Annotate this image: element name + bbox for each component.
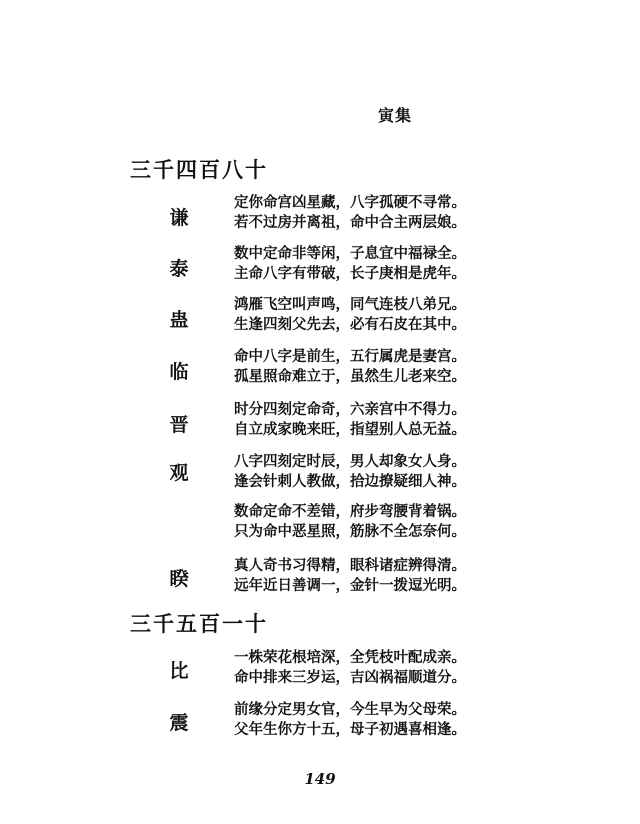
hexagram-label: 临 — [169, 361, 189, 383]
verse-line: 数命定命不差错，府步弯腰背着锅。 — [234, 503, 466, 520]
verse-line: 若不过房并离祖，命中合主两层娘。 — [234, 214, 466, 231]
page-number: 149 — [304, 770, 336, 788]
entry — [0, 193, 640, 237]
verse-line: 父年生你方十五，母子初遇喜相逢。 — [234, 721, 466, 738]
verse-line: 鸿雁飞空叫声鸣，同气连枝八弟兄。 — [234, 296, 466, 313]
entry — [0, 347, 640, 391]
verse-line: 真人奇书习得精，眼科诸症辨得清。 — [234, 557, 466, 574]
verse-line: 一株荣花根培深，全凭枝叶配成亲。 — [234, 649, 466, 666]
entry — [0, 556, 640, 600]
entry — [0, 452, 640, 496]
verse-line: 自立成家晚来旺，指望别人总无益。 — [234, 421, 466, 438]
verse-line: 生逢四刻父先去，必有石皮在其中。 — [234, 316, 466, 333]
verse-line: 八字四刻定时辰，男人却象女人身。 — [234, 453, 466, 470]
entry — [0, 700, 640, 744]
verse-line: 前缘分定男女官，今生早为父母荣。 — [234, 701, 466, 718]
verse-line: 定你命宫凶星藏，八字孤硬不寻常。 — [234, 194, 466, 211]
entry — [0, 400, 640, 444]
hexagram-label: 晋 — [169, 414, 189, 436]
hexagram-label: 蛊 — [169, 309, 189, 331]
verse-line: 数中定命非等闲，子息宜中福禄全。 — [234, 245, 466, 262]
entry — [0, 648, 640, 692]
hexagram-label: 比 — [169, 660, 189, 682]
verse-line: 命中八字是前生，五行属虎是妻宫。 — [234, 348, 466, 365]
section-title: 三千五百一十 — [130, 611, 268, 636]
verse-line: 孤星照命难立于，虽然生儿老来空。 — [234, 368, 466, 385]
entry — [0, 295, 640, 339]
hexagram-label: 睽 — [169, 568, 189, 590]
verse-line: 主命八字有带破，长子庚相是虎年。 — [234, 265, 466, 282]
entry — [0, 244, 640, 288]
verse-line: 远年近日善调一，金针一拨逗光明。 — [234, 577, 466, 594]
entry — [0, 502, 640, 546]
running-header: 寅集 — [378, 106, 413, 125]
hexagram-label: 泰 — [169, 258, 189, 280]
section-title: 三千四百八十 — [130, 157, 268, 182]
verse-line: 命中排来三岁运，吉凶祸福顺道分。 — [234, 669, 466, 686]
verse-line: 逢会针刺人教做，拾边撩疑细人神。 — [234, 473, 466, 490]
hexagram-label: 观 — [169, 462, 189, 484]
verse-line: 只为命中恶星照，筋脉不全怎奈何。 — [234, 523, 466, 540]
verse-line: 时分四刻定命奇，六亲宫中不得力。 — [234, 401, 466, 418]
hexagram-label: 震 — [169, 712, 189, 734]
hexagram-label: 谦 — [169, 207, 189, 229]
